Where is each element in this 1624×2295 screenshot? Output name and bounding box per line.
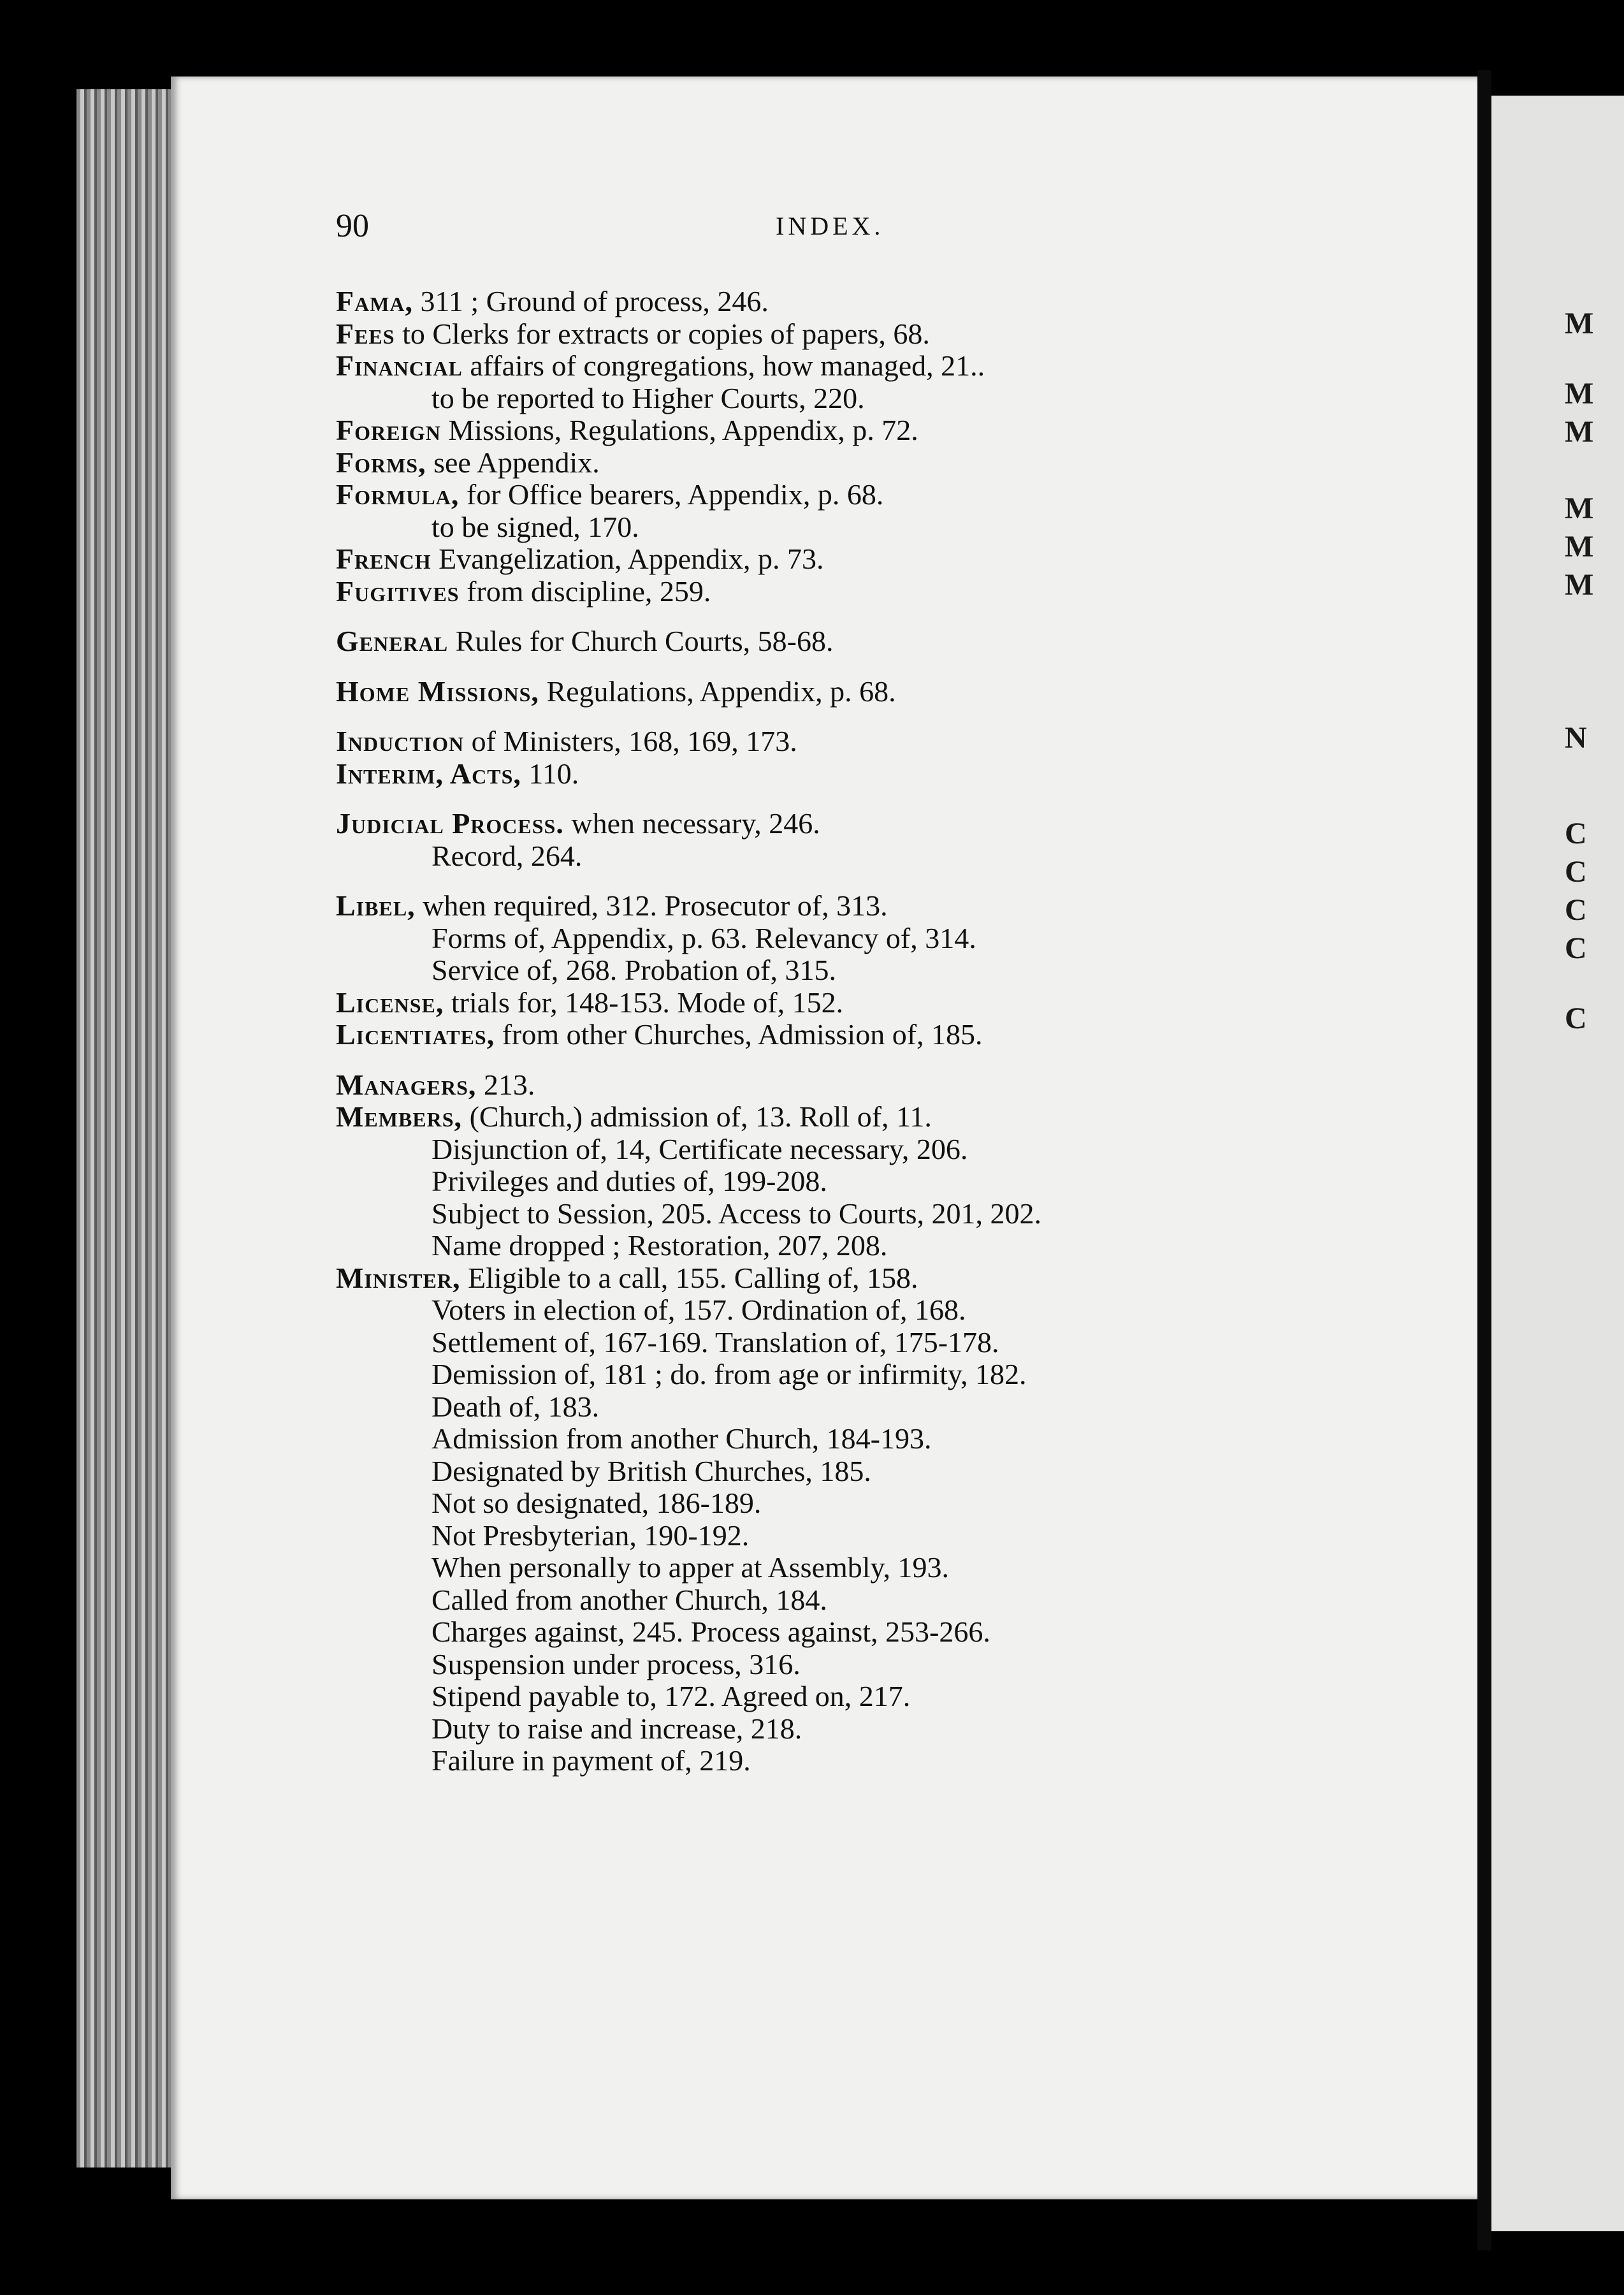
page-title: INDEX.	[776, 212, 885, 240]
index-text: Service of, 268. Probation of, 315.	[431, 954, 836, 986]
entry-spacer	[336, 658, 1419, 676]
page-edges	[76, 89, 172, 2168]
index-text: of Ministers, 168, 169, 173.	[464, 725, 797, 757]
index-subentry	[336, 954, 1419, 987]
index-headword: Induction	[336, 725, 465, 757]
index-entry	[336, 1262, 1419, 1295]
index-text: affairs of congregations, how managed, 21..	[462, 349, 985, 382]
index-text: to be reported to Higher Courts, 220.	[431, 381, 865, 414]
index-text: (Church,) admission of, 13. Roll of, 11.	[462, 1100, 932, 1133]
index-headword: Members,	[336, 1100, 463, 1133]
index-headword: Judicial Process.	[336, 807, 564, 840]
index-text: 311 ; Ground of process, 246.	[413, 285, 769, 317]
index-text: Eligible to a call, 155. Calling of, 158.	[460, 1261, 918, 1294]
index-text: Designated by British Churches, 185.	[431, 1454, 871, 1487]
index-text: Evangelization, Appendix, p. 73.	[431, 543, 824, 575]
index-text: Privileges and duties of, 199-208.	[431, 1165, 827, 1197]
index-text: trials for, 148-153. Mode of, 152.	[444, 986, 844, 1019]
index-headword: Interim, Acts,	[336, 757, 521, 790]
index-text: Admission from another Church, 184-193.	[431, 1422, 932, 1455]
index-subentry	[336, 1294, 1419, 1327]
index-subentry	[336, 840, 1419, 873]
entry-spacer	[336, 1051, 1419, 1069]
page-header	[336, 207, 1356, 245]
book-gutter	[1477, 70, 1491, 2250]
facing-page-letter: C	[1565, 931, 1587, 965]
index-subentry	[336, 1584, 1419, 1617]
index-entry	[336, 286, 1419, 318]
index-subentry	[336, 1745, 1419, 1777]
entry-spacer	[336, 708, 1419, 725]
index-text: Demission of, 181 ; do. from age or infirmity, 182.	[431, 1358, 1027, 1390]
index-subentry	[336, 511, 1419, 544]
index-text: Name dropped ; Restoration, 207, 208.	[431, 1229, 888, 1262]
index-entry	[336, 725, 1419, 758]
index-entry	[336, 447, 1419, 479]
facing-page-letter: M	[1565, 568, 1594, 602]
index-subentry	[336, 1616, 1419, 1649]
facing-page-fragment	[1491, 96, 1624, 2231]
index-text: Record, 264.	[431, 839, 583, 872]
index-headword: French	[336, 543, 431, 575]
index-text: Not Presbyterian, 190-192.	[431, 1519, 750, 1552]
facing-page-letter: M	[1565, 530, 1594, 564]
index-text: Not so designated, 186-189.	[431, 1487, 762, 1519]
index-subentry	[336, 1520, 1419, 1552]
index-subentry	[336, 1680, 1419, 1713]
index-entry	[336, 1101, 1419, 1133]
facing-page-letter: N	[1565, 721, 1587, 755]
index-entry	[336, 758, 1419, 790]
index-entry	[336, 479, 1419, 511]
index-text: when necessary, 246.	[563, 807, 820, 840]
index-text: Regulations, Appendix, p. 68.	[539, 674, 896, 708]
index-text: Missions, Regulations, Appendix, p. 72.	[440, 414, 918, 446]
index-text: from discipline, 259.	[459, 574, 711, 608]
index-text: for Office bearers, Appendix, p. 68.	[459, 478, 884, 511]
index-text: When personally to apper at Assembly, 193.	[431, 1551, 950, 1584]
index-text: see Appendix.	[426, 446, 600, 479]
index-subentry	[336, 1649, 1419, 1681]
index-text: 110.	[521, 757, 579, 790]
index-text: Failure in payment of, 219.	[431, 1744, 751, 1777]
index-entry	[336, 318, 1419, 351]
index-subentry	[336, 1455, 1419, 1488]
index-text: from other Churches, Admission of, 185.	[495, 1018, 983, 1051]
index-text: Forms of, Appendix, p. 63. Relevancy of, 314.	[431, 921, 976, 954]
index-headword: Licentiates,	[336, 1018, 495, 1051]
index-headword: Forms,	[336, 446, 426, 479]
index-subentry	[336, 1552, 1419, 1584]
index-headword: Financial	[336, 349, 463, 382]
index-text: Called from another Church, 184.	[431, 1583, 827, 1616]
facing-page-letter: C	[1565, 893, 1587, 927]
index-subentry	[336, 1230, 1419, 1262]
index-text: Settlement of, 167-169. Translation of, 175-178.	[431, 1325, 999, 1359]
page-number: 90	[336, 208, 369, 244]
index-entry	[336, 414, 1419, 447]
index-text: Death of, 183.	[431, 1390, 600, 1423]
index-headword: General	[336, 625, 449, 657]
index-subentry	[336, 922, 1419, 955]
facing-page-letter: M	[1565, 377, 1594, 411]
facing-page-letter: C	[1565, 855, 1587, 889]
index-headword: License,	[336, 986, 444, 1019]
index-subentry	[336, 1423, 1419, 1455]
index-text: Charges against, 245. Process against, 253-266.	[431, 1615, 990, 1648]
index-text: Disjunction of, 14, Certificate necessary, 206.	[431, 1132, 968, 1165]
index-headword: Managers,	[336, 1068, 477, 1101]
index-subentry	[336, 1391, 1419, 1424]
index-subentry	[336, 1165, 1419, 1198]
entry-spacer	[336, 790, 1419, 808]
index-entry	[336, 1069, 1419, 1102]
index-text: to Clerks for extracts or copies of papers, 68.	[395, 317, 930, 350]
index-subentry	[336, 1487, 1419, 1520]
index-subentry	[336, 1713, 1419, 1745]
index-headword: Foreign	[336, 414, 441, 446]
index-headword: Fugitives	[336, 574, 460, 608]
index-entry	[336, 987, 1419, 1019]
index-subentry	[336, 382, 1419, 415]
facing-page-letter: C	[1565, 1002, 1587, 1035]
index-text: Duty to raise and increase, 218.	[431, 1712, 802, 1745]
index-subentry	[336, 1359, 1419, 1391]
index-subentry	[336, 1133, 1419, 1166]
index-headword: Fees	[336, 317, 395, 350]
index-entry	[336, 676, 1419, 708]
index-entry	[336, 350, 1419, 382]
index-text: Voters in election of, 157. Ordination of, 168.	[431, 1293, 966, 1326]
index-entry	[336, 576, 1419, 608]
index-text: 213.	[476, 1068, 535, 1101]
facing-page-letter: M	[1565, 492, 1594, 525]
index-text: to be signed, 170.	[431, 510, 639, 543]
index-text: Rules for Church Courts, 58-68.	[448, 625, 834, 657]
index-list	[336, 286, 1419, 1777]
index-entry	[336, 543, 1419, 576]
index-entry	[336, 890, 1419, 922]
index-subentry	[336, 1198, 1419, 1230]
index-text: Subject to Session, 205. Access to Courts, 201, 202.	[431, 1197, 1042, 1230]
facing-page-letter: M	[1565, 307, 1594, 340]
index-headword: Home Missions,	[336, 674, 539, 708]
index-entry	[336, 625, 1419, 658]
index-subentry	[336, 1327, 1419, 1359]
index-text: Stipend payable to, 172. Agreed on, 217.	[431, 1680, 911, 1712]
index-headword: Minister,	[336, 1261, 461, 1294]
entry-spacer	[336, 872, 1419, 890]
index-entry	[336, 1019, 1419, 1051]
index-entry	[336, 808, 1419, 840]
index-text: Suspension under process, 316.	[431, 1647, 801, 1680]
index-headword: Libel,	[336, 889, 416, 922]
index-headword: Fama,	[336, 285, 414, 317]
facing-page-letter: M	[1565, 415, 1594, 449]
entry-spacer	[336, 608, 1419, 625]
index-text: when required, 312. Prosecutor of, 313.	[415, 889, 888, 922]
facing-page-letter: C	[1565, 817, 1587, 850]
index-headword: Formula,	[336, 478, 460, 511]
